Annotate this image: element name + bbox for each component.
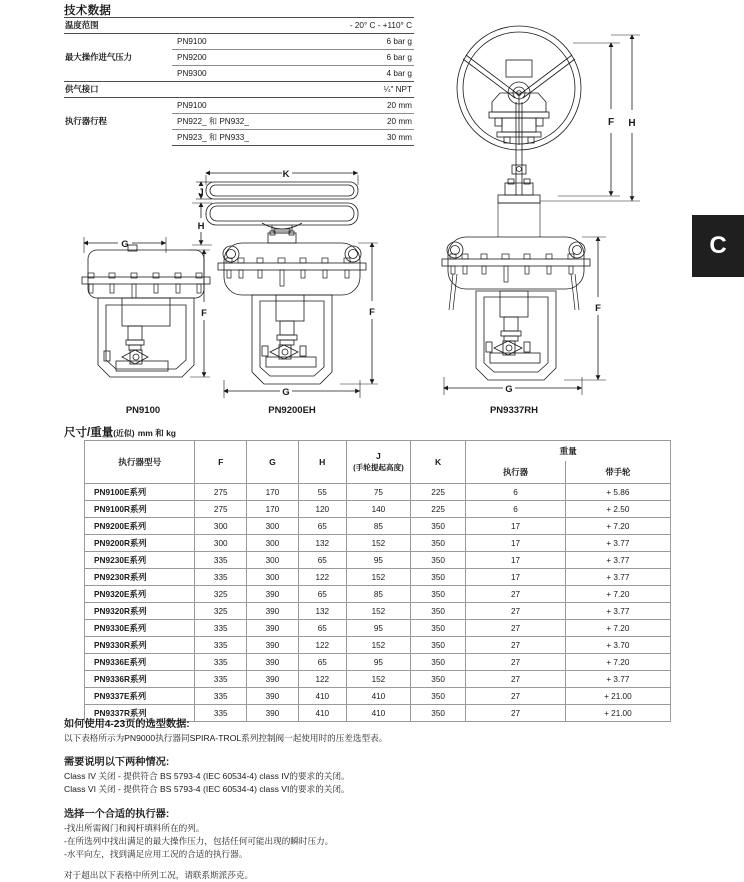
dimension-F-pn9337rh bbox=[564, 237, 606, 380]
select-line-1: -找出所需阀门和阀杆填料所在的列。 bbox=[64, 823, 205, 833]
cell-weight-handwheel: + 7.20 bbox=[565, 654, 670, 671]
cell-weight-handwheel: + 3.77 bbox=[565, 671, 670, 688]
cell-g: 300 bbox=[247, 552, 299, 569]
row-mid: PN9100 bbox=[172, 98, 290, 114]
dimension-G-pn9100 bbox=[84, 237, 166, 253]
table-row bbox=[85, 620, 671, 637]
row-mid: PN9300 bbox=[172, 66, 290, 82]
drawing-pn9337rh-body bbox=[442, 237, 590, 380]
howto-body: 以下表格所示为PN9000执行器同SPIRA-TROL系列控制阀一起使用时的压差选型表。 bbox=[64, 733, 388, 743]
cell-g: 300 bbox=[247, 569, 299, 586]
col-header-j bbox=[346, 441, 410, 484]
cell-g: 170 bbox=[247, 501, 299, 518]
cell-model: PN9200E系列 bbox=[85, 518, 195, 535]
svg-text:F: F bbox=[595, 303, 601, 314]
cell-weight-handwheel: + 21.00 bbox=[565, 688, 670, 705]
cell-f: 325 bbox=[195, 603, 247, 620]
table-row bbox=[85, 671, 671, 688]
cell-weight-handwheel: + 5.86 bbox=[565, 484, 670, 501]
row-value: 20 mm bbox=[290, 98, 414, 114]
row-mid: PN9200 bbox=[172, 50, 290, 66]
cell-k: 350 bbox=[411, 586, 466, 603]
row-mid: PN922_ 和 PN932_ bbox=[172, 114, 290, 130]
row-value: 4 bar g bbox=[290, 66, 414, 82]
cell-j: 152 bbox=[346, 637, 410, 654]
col-header-h: H bbox=[298, 441, 346, 484]
cell-weight-actuator: 27 bbox=[466, 688, 566, 705]
cell-g: 390 bbox=[247, 671, 299, 688]
cell-weight-handwheel: + 3.77 bbox=[565, 603, 670, 620]
dimensions-title-text: 尺寸/重量 bbox=[64, 427, 114, 439]
row-value: - 20° C - +110° C bbox=[290, 18, 414, 34]
cell-h: 65 bbox=[298, 654, 346, 671]
cell-weight-actuator: 27 bbox=[466, 603, 566, 620]
cell-model: PN9320E系列 bbox=[85, 586, 195, 603]
cell-model: PN9320R系列 bbox=[85, 603, 195, 620]
svg-text:H: H bbox=[628, 118, 636, 129]
cell-k: 350 bbox=[411, 637, 466, 654]
cell-weight-handwheel: + 2.50 bbox=[565, 501, 670, 518]
section-tab-c: C bbox=[692, 215, 744, 277]
cell-h: 65 bbox=[298, 620, 346, 637]
cell-k: 350 bbox=[411, 569, 466, 586]
cell-weight-handwheel: + 7.20 bbox=[565, 586, 670, 603]
col-header-weight: 重量 bbox=[466, 441, 671, 461]
svg-text:F: F bbox=[201, 308, 207, 319]
dimension-H-pn9200eh bbox=[192, 203, 212, 245]
cell-k: 350 bbox=[411, 654, 466, 671]
row-value: ¼" NPT bbox=[290, 82, 414, 98]
cell-f: 335 bbox=[195, 569, 247, 586]
cell-h: 122 bbox=[298, 569, 346, 586]
select-line-2: -在所选列中找出满足的最大操作压力，包括任何可能出现的瞬时压力。 bbox=[64, 836, 334, 846]
table-row bbox=[85, 637, 671, 654]
cell-g: 390 bbox=[247, 603, 299, 620]
cell-f: 325 bbox=[195, 586, 247, 603]
drawing-caption-pn9100: PN9100 bbox=[125, 405, 161, 416]
cell-k: 350 bbox=[411, 518, 466, 535]
howto-heading: 如何使用4-23页的选型数据: bbox=[64, 719, 190, 730]
table-row bbox=[85, 569, 671, 586]
cell-model: PN9330E系列 bbox=[85, 620, 195, 637]
col-header-g: G bbox=[247, 441, 299, 484]
cell-g: 170 bbox=[247, 484, 299, 501]
cell-k: 350 bbox=[411, 688, 466, 705]
row-mid: PN923_ 和 PN933_ bbox=[172, 130, 290, 146]
cell-weight-handwheel: + 3.77 bbox=[565, 535, 670, 552]
cell-weight-handwheel: + 7.20 bbox=[565, 620, 670, 637]
drawing-pn9200eh-body bbox=[218, 243, 366, 384]
cell-model: PN9337R系列 bbox=[85, 705, 195, 722]
table-row bbox=[85, 654, 671, 671]
cell-h: 120 bbox=[298, 501, 346, 518]
cell-f: 335 bbox=[195, 637, 247, 654]
table-row bbox=[85, 501, 671, 518]
cell-f: 275 bbox=[195, 484, 247, 501]
table-row bbox=[85, 484, 671, 501]
row-label: 最大操作进气压力 bbox=[64, 34, 172, 82]
row-value: 30 mm bbox=[290, 130, 414, 146]
select-line-3: -水平向左，找到满足应用工况的合适的执行器。 bbox=[64, 849, 248, 859]
cell-weight-actuator: 17 bbox=[466, 569, 566, 586]
cell-weight-actuator: 27 bbox=[466, 654, 566, 671]
svg-text:F: F bbox=[369, 307, 375, 318]
clarify-heading: 需要说明以下两种情况: bbox=[64, 757, 170, 768]
cell-k: 225 bbox=[411, 501, 466, 518]
cell-h: 65 bbox=[298, 586, 346, 603]
cell-k: 350 bbox=[411, 705, 466, 722]
drawing-handwheel-top bbox=[457, 26, 581, 203]
cell-f: 335 bbox=[195, 705, 247, 722]
cell-weight-handwheel: + 3.77 bbox=[565, 569, 670, 586]
cell-k: 350 bbox=[411, 620, 466, 637]
cell-j: 410 bbox=[346, 688, 410, 705]
dimensions-units: mm 和 kg bbox=[137, 428, 176, 438]
cell-weight-actuator: 17 bbox=[466, 518, 566, 535]
cell-k: 225 bbox=[411, 484, 466, 501]
table-header-row bbox=[85, 441, 671, 461]
table-row bbox=[85, 688, 671, 705]
cell-weight-actuator: 6 bbox=[466, 484, 566, 501]
cell-j: 95 bbox=[346, 620, 410, 637]
cell-model: PN9336R系列 bbox=[85, 671, 195, 688]
cell-weight-handwheel: + 3.70 bbox=[565, 637, 670, 654]
cell-f: 335 bbox=[195, 671, 247, 688]
row-label: 供气接口 bbox=[64, 82, 172, 98]
cell-j: 85 bbox=[346, 518, 410, 535]
cell-j: 95 bbox=[346, 654, 410, 671]
cell-h: 132 bbox=[298, 535, 346, 552]
technical-drawings bbox=[0, 5, 744, 425]
cell-g: 390 bbox=[247, 586, 299, 603]
cell-h: 410 bbox=[298, 688, 346, 705]
col-header-weight-handwheel: 带手轮 bbox=[565, 461, 670, 484]
svg-text:F: F bbox=[607, 117, 615, 128]
svg-text:G: G bbox=[121, 239, 129, 250]
cell-f: 275 bbox=[195, 501, 247, 518]
cell-j: 410 bbox=[346, 705, 410, 722]
cell-g: 390 bbox=[247, 688, 299, 705]
svg-text:H: H bbox=[197, 221, 205, 232]
table-row bbox=[85, 586, 671, 603]
cell-f: 335 bbox=[195, 688, 247, 705]
handwheel-base-connector bbox=[498, 203, 540, 237]
cell-j: 95 bbox=[346, 552, 410, 569]
cell-j: 75 bbox=[346, 484, 410, 501]
cell-f: 335 bbox=[195, 552, 247, 569]
cell-model: PN9337E系列 bbox=[85, 688, 195, 705]
cell-k: 350 bbox=[411, 535, 466, 552]
col-header-f: F bbox=[195, 441, 247, 484]
dimension-F-pn9200eh bbox=[340, 243, 378, 384]
cell-g: 390 bbox=[247, 620, 299, 637]
row-value: 6 bar g bbox=[290, 50, 414, 66]
cell-h: 65 bbox=[298, 518, 346, 535]
cell-g: 390 bbox=[247, 705, 299, 722]
cell-weight-actuator: 17 bbox=[466, 535, 566, 552]
drawing-caption-pn9337rh: PN9337RH bbox=[489, 405, 539, 416]
cell-f: 335 bbox=[195, 654, 247, 671]
dimension-K-handwheel bbox=[558, 43, 620, 196]
row-value: 20 mm bbox=[290, 114, 414, 130]
dimension-F-pn9100 bbox=[190, 250, 210, 377]
select-heading: 选择一个合适的执行器: bbox=[64, 809, 170, 820]
col-header-model: 执行器型号 bbox=[85, 441, 195, 484]
row-mid: PN9100 bbox=[172, 34, 290, 50]
cell-model: PN9230E系列 bbox=[85, 552, 195, 569]
col-header-j-sub: (手轮提起高度) bbox=[353, 463, 404, 472]
cell-h: 410 bbox=[298, 705, 346, 722]
drawing-caption-pn9200eh: PN9200EH bbox=[268, 405, 316, 416]
spacer bbox=[64, 861, 684, 869]
svg-text:J: J bbox=[198, 187, 204, 198]
table-row bbox=[85, 535, 671, 552]
dimension-K-pn9200eh bbox=[206, 169, 358, 185]
cell-k: 350 bbox=[411, 671, 466, 688]
cell-j: 85 bbox=[346, 586, 410, 603]
cell-j: 140 bbox=[346, 501, 410, 518]
cell-model: PN9100R系列 bbox=[85, 501, 195, 518]
cell-model: PN9100E系列 bbox=[85, 484, 195, 501]
cell-j: 152 bbox=[346, 603, 410, 620]
dimensions-weight-table bbox=[84, 440, 671, 722]
cell-h: 122 bbox=[298, 637, 346, 654]
notes-section bbox=[64, 715, 684, 882]
svg-text:G: G bbox=[282, 387, 290, 398]
drawing-pn9100 bbox=[82, 245, 210, 377]
cell-h: 55 bbox=[298, 484, 346, 501]
svg-text:K: K bbox=[282, 169, 290, 180]
cell-f: 300 bbox=[195, 518, 247, 535]
technical-data-title: 技术数据 bbox=[64, 5, 112, 17]
table-row bbox=[85, 518, 671, 535]
drawing-pn9200eh-handwheel bbox=[206, 182, 358, 243]
cell-weight-actuator: 27 bbox=[466, 705, 566, 722]
clarify-line-2: Class VI 关闭 - 提供符合 BS 5793-4 (IEC 60534-4) class VI的要求的关闭。 bbox=[64, 784, 350, 794]
cell-f: 300 bbox=[195, 535, 247, 552]
cell-j: 152 bbox=[346, 569, 410, 586]
cell-g: 390 bbox=[247, 637, 299, 654]
row-label: 温度范围 bbox=[64, 18, 172, 34]
cell-k: 350 bbox=[411, 552, 466, 569]
dimension-G-pn9200eh bbox=[224, 380, 360, 398]
table-row bbox=[85, 603, 671, 620]
table-row bbox=[85, 552, 671, 569]
cell-weight-handwheel: + 21.00 bbox=[565, 705, 670, 722]
cell-weight-actuator: 27 bbox=[466, 671, 566, 688]
cell-j: 152 bbox=[346, 535, 410, 552]
cell-h: 65 bbox=[298, 552, 346, 569]
cell-weight-actuator: 17 bbox=[466, 552, 566, 569]
cell-weight-handwheel: + 7.20 bbox=[565, 518, 670, 535]
col-header-k: K bbox=[411, 441, 466, 484]
cell-h: 122 bbox=[298, 671, 346, 688]
cell-model: PN9200R系列 bbox=[85, 535, 195, 552]
row-value: 6 bar g bbox=[290, 34, 414, 50]
cell-g: 390 bbox=[247, 654, 299, 671]
clarify-line-1: Class IV 关闭 - 提供符合 BS 5793-4 (IEC 60534-4) class IV的要求的关闭。 bbox=[64, 771, 350, 781]
cell-model: PN9230R系列 bbox=[85, 569, 195, 586]
row-label: 执行器行程 bbox=[64, 98, 172, 146]
cell-weight-actuator: 27 bbox=[466, 637, 566, 654]
cell-h: 132 bbox=[298, 603, 346, 620]
cell-model: PN9330R系列 bbox=[85, 637, 195, 654]
dimension-H-handwheel bbox=[540, 35, 640, 201]
cell-weight-handwheel: + 3.77 bbox=[565, 552, 670, 569]
cell-weight-actuator: 6 bbox=[466, 501, 566, 518]
col-header-j-main: J bbox=[376, 451, 381, 461]
cell-weight-actuator: 27 bbox=[466, 586, 566, 603]
cell-k: 350 bbox=[411, 603, 466, 620]
svg-text:G: G bbox=[505, 384, 513, 395]
footer-note: 对于超出以下表格中所列工况，请联系斯派莎克。 bbox=[64, 870, 254, 880]
dimensions-approx: (近似) bbox=[113, 429, 135, 438]
cell-g: 300 bbox=[247, 535, 299, 552]
cell-g: 300 bbox=[247, 518, 299, 535]
col-header-weight-actuator: 执行器 bbox=[466, 461, 566, 484]
cell-model: PN9336E系列 bbox=[85, 654, 195, 671]
dimensions-table-body bbox=[85, 484, 671, 722]
cell-j: 152 bbox=[346, 671, 410, 688]
cell-weight-actuator: 27 bbox=[466, 620, 566, 637]
cell-f: 335 bbox=[195, 620, 247, 637]
dimensions-section-title bbox=[64, 424, 176, 440]
